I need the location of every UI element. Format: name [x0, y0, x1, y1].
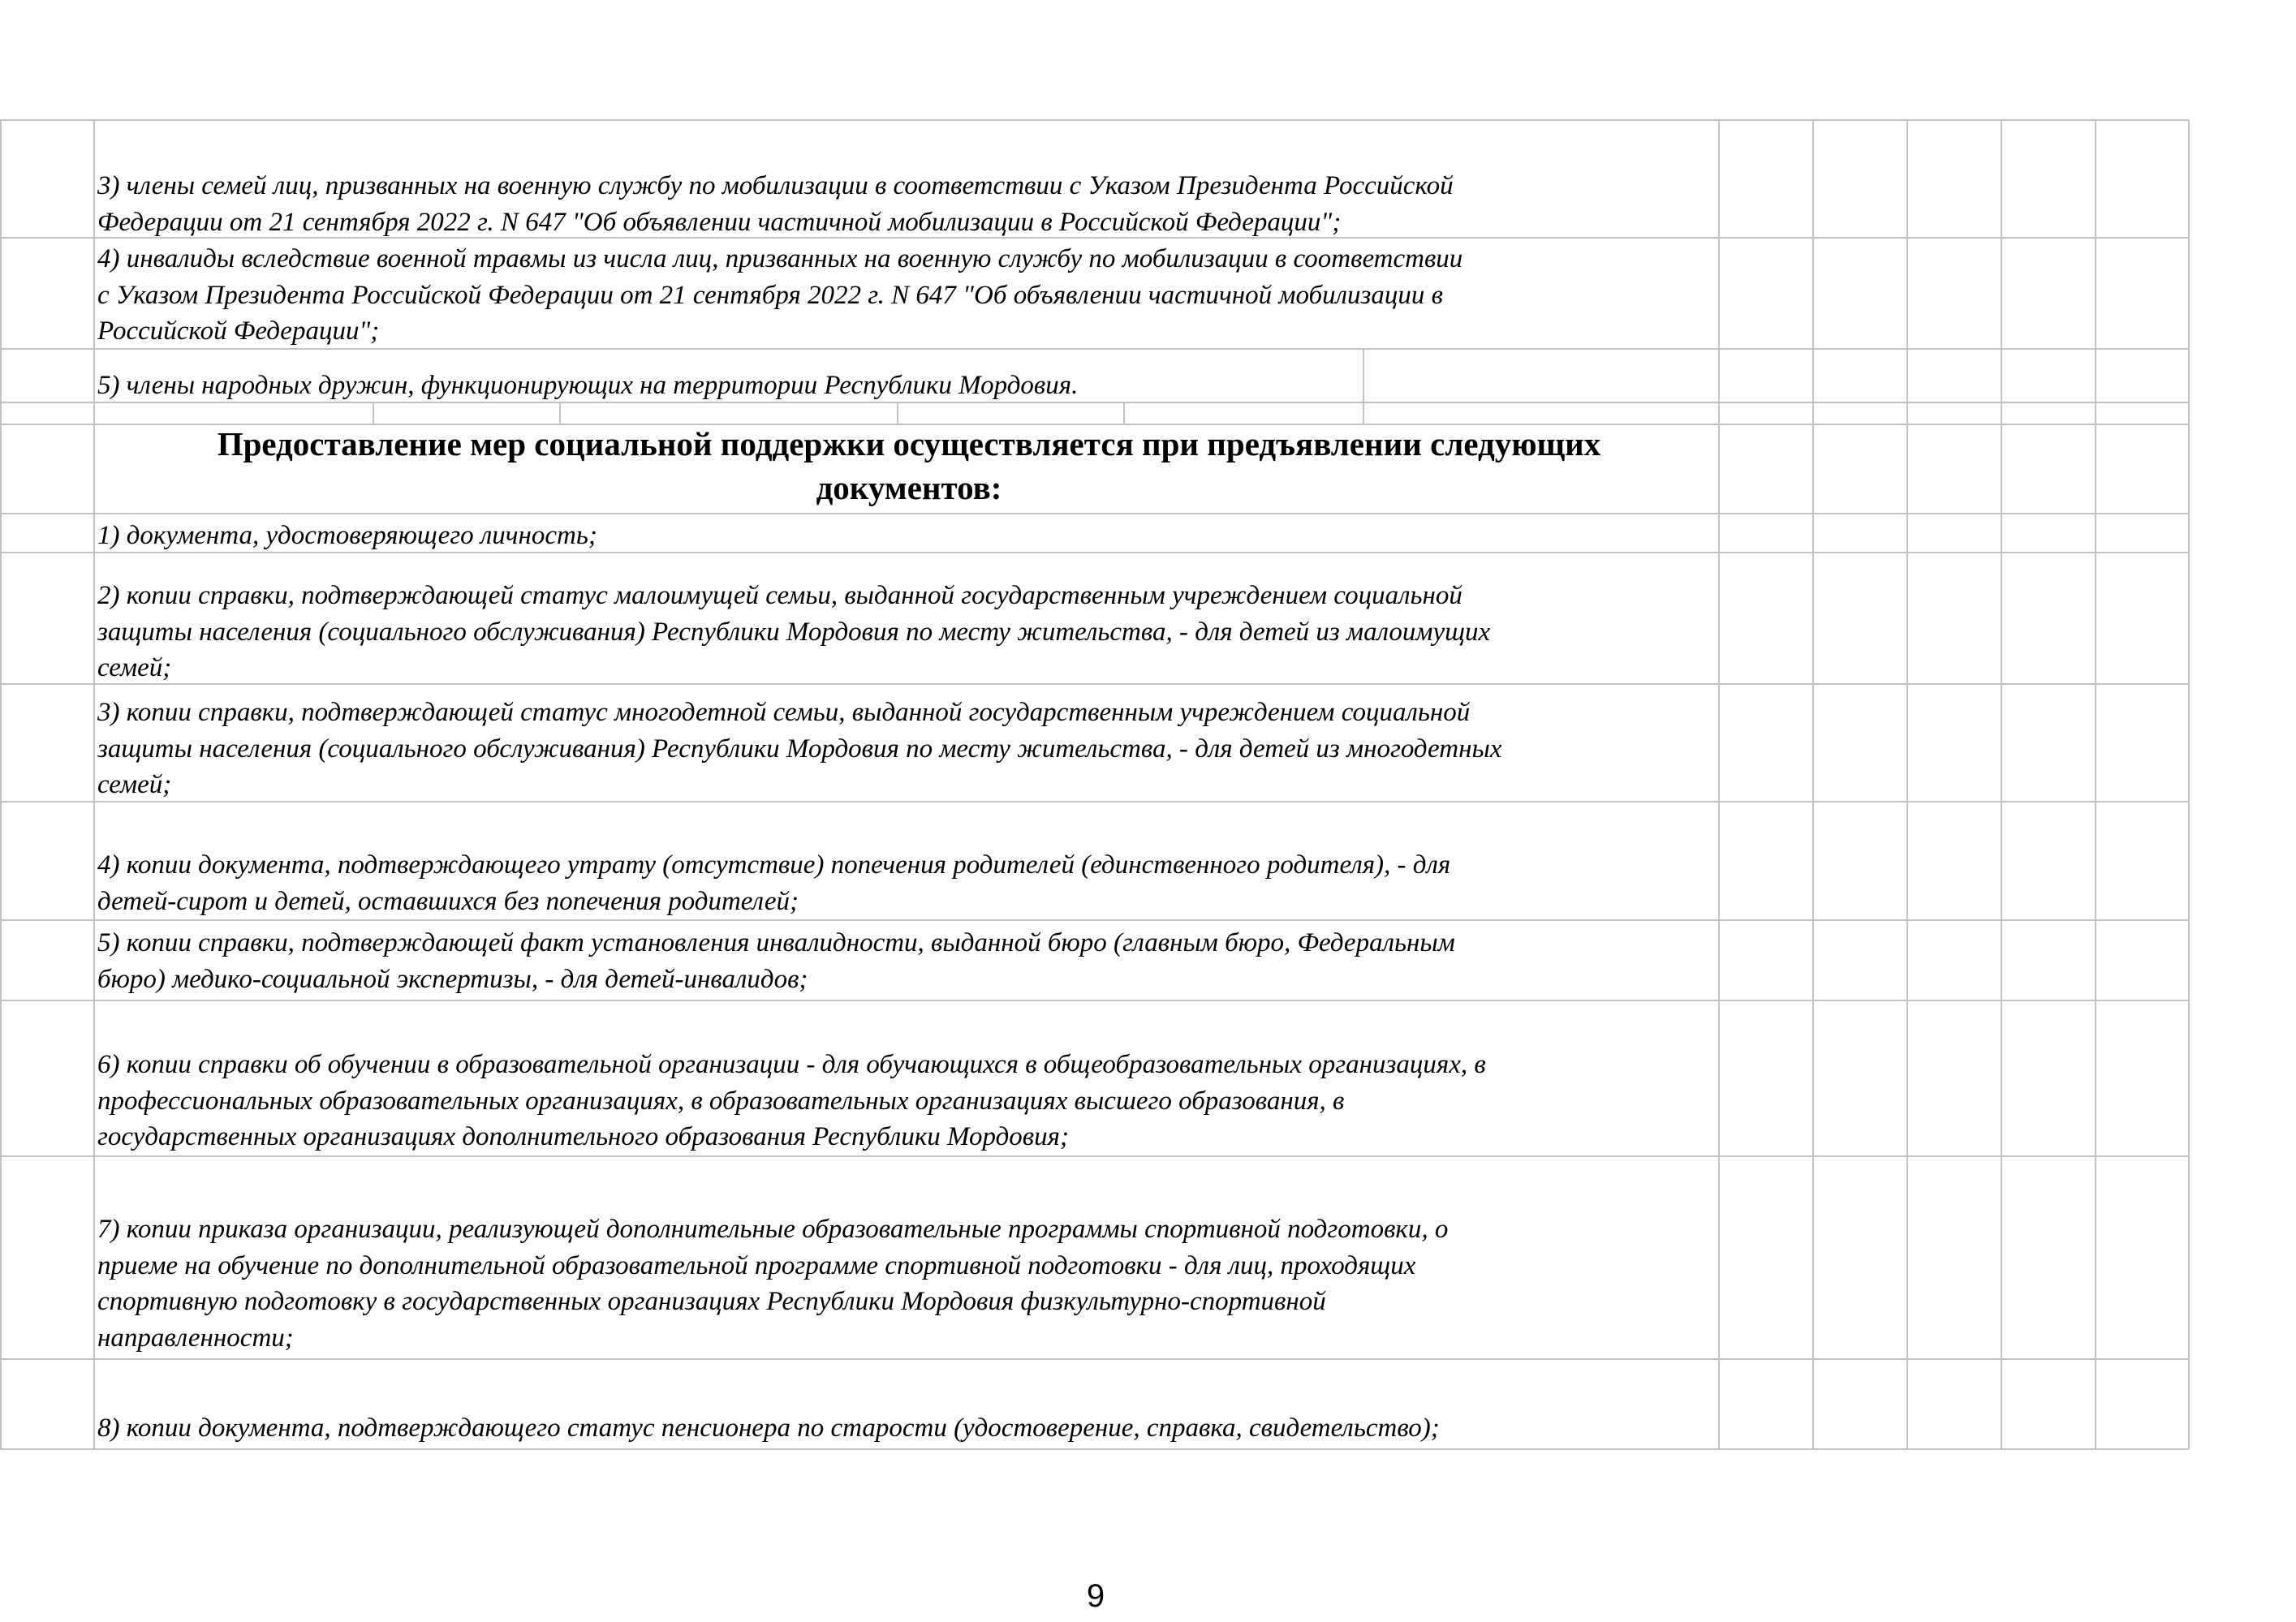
page-number: 9: [1086, 1578, 1105, 1614]
text-line: 4) копии документа, подтверждающего утрату (отсутствие) попечения родителей (единственного родителя), - для: [97, 850, 1451, 880]
heading-line: документов:: [816, 469, 1002, 506]
text-line: профессиональных образовательных организациях, в образовательных организациях высшего образования, в: [97, 1086, 1345, 1116]
text-line: направленности;: [97, 1323, 294, 1353]
list-item: [97, 847, 1721, 919]
list-item: [97, 1047, 1721, 1155]
text-line: Российской Федерации";: [97, 316, 380, 346]
text-line: 2) копии справки, подтверждающей статус малоимущей семьи, выданной государственным учреждением социальной: [97, 581, 1462, 610]
list-item: [97, 1410, 1721, 1447]
text-line: защиты населения (социального обслуживания) Республики Мордовия по месту жительства, - для детей из малоимущих: [97, 617, 1491, 647]
list-item: [97, 1211, 1721, 1356]
text-line: 8) копии документа, подтверждающего статус пенсионера по старости (удостоверение, справка, свидетельство);: [97, 1413, 1440, 1443]
text-line: Федерации от 21 сентября 2022 г. N 647 "Об объявлении частичной мобилизации в Российской Федерации";: [97, 207, 1342, 237]
list-item: [97, 241, 1721, 350]
list-item: [97, 168, 1721, 240]
list-item: [97, 925, 1721, 997]
text-line: 3) копии справки, подтверждающей статус многодетной семьи, выданной государственным учреждением социальной: [97, 698, 1471, 727]
text-line: 7) копии приказа организации, реализующей дополнительные образовательные программы спортивной подготовки, о: [97, 1215, 1449, 1244]
section-heading: [97, 422, 1721, 510]
text-line: семей;: [97, 770, 172, 799]
text-line: государственных организациях дополнительного образования Республики Мордовия;: [97, 1122, 1069, 1151]
text-line: 5) члены народных дружин, функционирующих на территории Республики Мордовия.: [97, 371, 1079, 400]
text-line: бюро) медико-социальной экспертизы, - для детей-инвалидов;: [97, 964, 808, 994]
text-line: с Указом Президента Российской Федерации от 21 сентября 2022 г. N 647 "Об объявлении частичной мобилизации в: [97, 280, 1443, 310]
heading-line: Предоставление мер социальной поддержки осуществляется при предъявлении следующих: [217, 425, 1601, 463]
list-item: [97, 368, 1721, 404]
list-item: [97, 695, 1721, 803]
text-line: семей;: [97, 653, 172, 682]
text-line: 4) инвалиды вследствие военной травмы из числа лиц, призванных на военную службу по мобилизации в соответствии: [97, 244, 1463, 273]
text-line: 3) члены семей лиц, призванных на военную службу по мобилизации в соответствии с Указом Президента Российской: [97, 171, 1454, 200]
text-line: детей-сирот и детей, оставшихся без попечения родителей;: [97, 886, 799, 916]
text-line: 6) копии справки об обучении в образовательной организации - для обучающихся в общеобразовательных организациях, в: [97, 1050, 1486, 1079]
text-line: 1) документа, удостоверяющего личность;: [97, 521, 597, 550]
list-item: [97, 578, 1721, 686]
text-line: 5) копии справки, подтверждающей факт установления инвалидности, выданной бюро (главным бюро, Федеральным: [97, 928, 1455, 957]
text-line: защиты населения (социального обслуживания) Республики Мордовия по месту жительства, - для детей из многодетных: [97, 734, 1502, 764]
text-line: приеме на обучение по дополнительной образовательной программе спортивной подготовки - для лиц, проходящих: [97, 1250, 1416, 1280]
list-item: [97, 518, 1721, 554]
text-line: спортивную подготовку в государственных организациях Республики Мордовия физкультурно-спортивной: [97, 1287, 1326, 1316]
